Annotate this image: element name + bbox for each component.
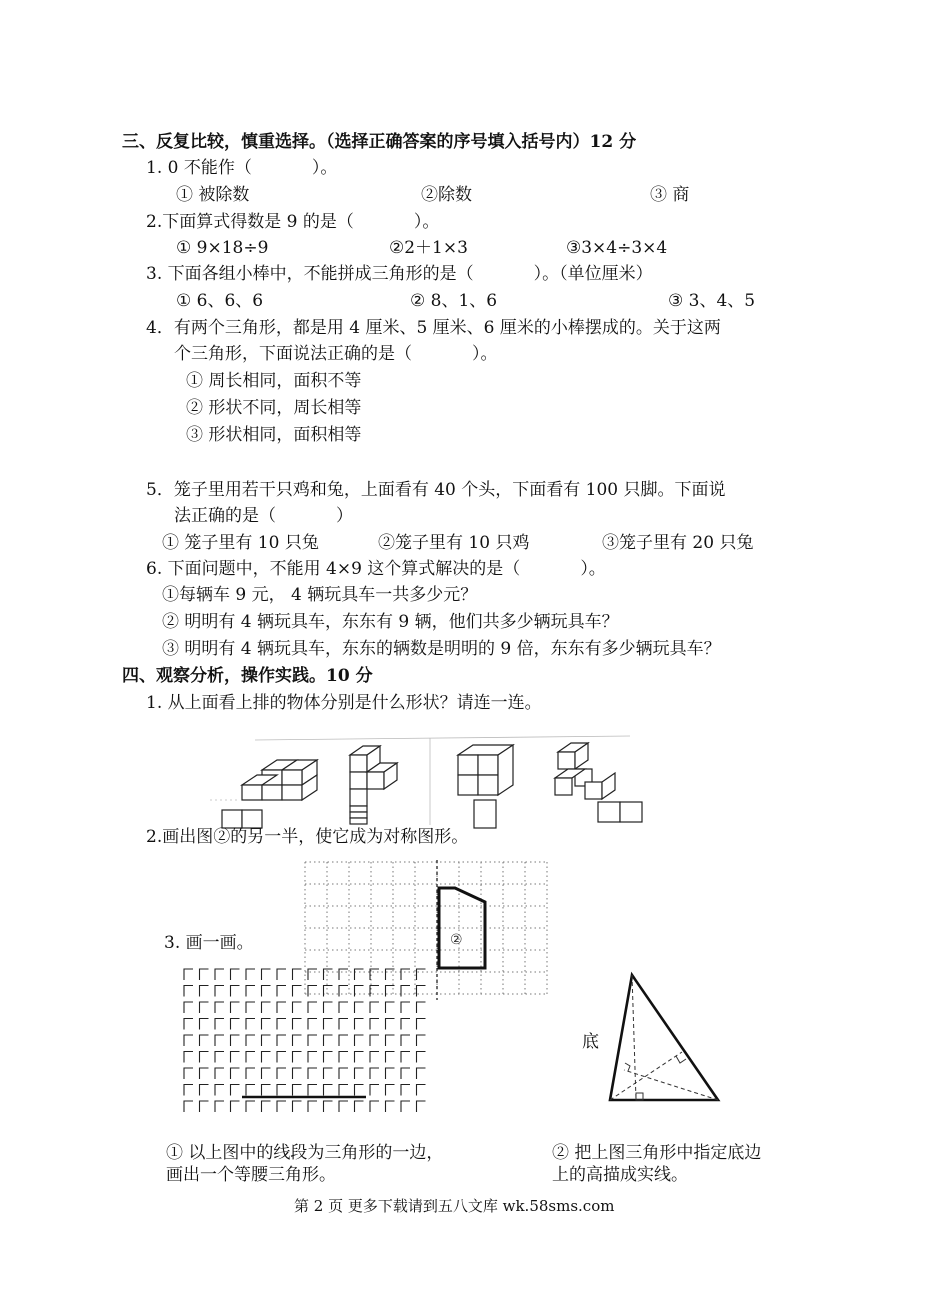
page-footer: 第 2 页 更多下载请到五八文库 wk.58sms.com [294,1197,615,1215]
question-5-line-2: 法正确的是（ ） [174,506,353,526]
question-4-line-1: 4．有两个三角形，都是用 4 厘米、5 厘米、6 厘米的小棒摆成的。关于这两 [146,318,721,338]
q5-option-3: ③笼子里有 20 只兔 [602,533,754,553]
task-1-line-1: ① 以上图中的线段为三角形的一边， [166,1143,444,1163]
base-label: 底 [582,1032,599,1052]
q6-option-1: ①每辆车 9 元， 4 辆玩具车一共多少元？ [162,585,478,605]
q5-option-1: ① 笼子里有 10 只兔 [162,533,319,553]
section-4-title: 四、观察分析，操作实践。10 分 [122,666,373,686]
question-2: 2.下面算式得数是 9 的是（ ）。 [146,212,440,232]
q2-option-2: ②2＋1×3 [389,238,468,258]
q4-option-2: ② 形状不同，周长相等 [186,398,362,418]
s4-question-1: 1. 从上面看上排的物体分别是什么形状？请连一连。 [146,693,542,713]
q5-option-2: ②笼子里有 10 只鸡 [378,533,530,553]
triangle-figure [600,970,725,1105]
q4-option-3: ③ 形状相同，面积相等 [186,425,362,445]
q2-option-3: ③3×4÷3×4 [566,238,668,258]
q6-option-2: ② 明明有 4 辆玩具车，东东有 9 辆，他们共多少辆玩具车？ [162,612,619,632]
cube-figures [200,730,660,830]
task-2-line-1: ② 把上图三角形中指定底边 [552,1143,762,1163]
q2-option-1: ① 9×18÷9 [176,238,269,258]
q1-option-3: ③ 商 [650,185,690,205]
question-4-line-2: 个三角形，下面说法正确的是（ ）。 [174,344,498,364]
task-2-line-2: 上的高描成实线。 [552,1165,688,1185]
question-5-line-1: 5．笼子里用若干只鸡和兔，上面看有 40 个头，下面看有 100 只脚。下面说 [146,480,726,500]
q3-option-1: ① 6、6、6 [176,291,264,311]
q1-option-1: ① 被除数 [176,185,250,205]
q6-option-3: ③ 明明有 4 辆玩具车，东东的辆数是明明的 9 倍，东东有多少辆玩具车？ [162,639,721,659]
question-3: 3. 下面各组小棒中，不能拼成三角形的是（ ）。（单位厘米） [146,264,653,284]
corner-grid [180,965,435,1125]
figure-2-label: ② [450,932,463,948]
s4-question-2: 2.画出图②的另一半，使它成为对称图形。 [146,827,469,847]
question-6: 6. 下面问题中，不能用 4×9 这个算式解决的是（ ）。 [146,559,606,579]
q3-option-2: ② 8、1、6 [410,291,498,311]
question-1: 1. 0 不能作（ ）。 [146,158,338,178]
q4-option-1: ① 周长相同，面积不等 [186,371,362,391]
q3-option-3: ③ 3、4、5 [668,291,756,311]
section-3-title: 三、反复比较，慎重选择。（选择正确答案的序号填入括号内）12 分 [122,132,637,152]
task-1-line-2: 画出一个等腰三角形。 [166,1165,336,1185]
s4-question-3: 3. 画一画。 [164,933,254,953]
q1-option-2: ②除数 [421,185,472,205]
